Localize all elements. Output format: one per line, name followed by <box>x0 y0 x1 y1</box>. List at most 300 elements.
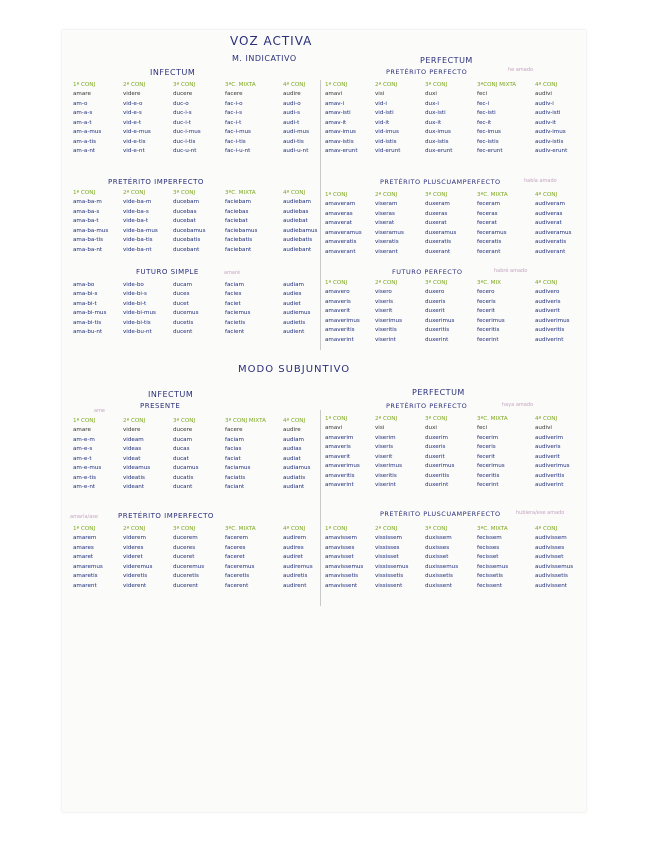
table-row <box>324 335 584 345</box>
conj-header-row-cell: 1ª CONJ <box>325 81 348 88</box>
table-row <box>324 452 584 462</box>
table-row <box>324 200 584 210</box>
table-row-cell: am-a-mus <box>73 129 102 136</box>
table-row-cell: audivissent <box>535 582 567 589</box>
conj-header-row-cell: 2ª CONJ <box>375 191 398 198</box>
sub-imperfecto-note: amaría/ase <box>70 514 98 520</box>
table-row-cell: amaverat <box>325 220 352 227</box>
table-row-cell: vid-istis <box>375 138 397 145</box>
table-row-cell: audiverit <box>535 308 560 315</box>
conj-header-row-cell: 3ª CONJ <box>173 417 196 424</box>
table-row-cell: amaverant <box>325 248 356 255</box>
lemma-row-cell: duxi <box>425 425 437 432</box>
table-row <box>72 280 332 290</box>
conj-header-row-cell: 4ª CONJ <box>535 279 558 286</box>
table-row-cell: duxerant <box>425 248 451 255</box>
table-row-cell: vide-ba-tis <box>123 237 153 244</box>
lemma-row-cell: visi <box>375 425 385 432</box>
table-row-cell: ama-bu-nt <box>73 329 103 336</box>
table-row-cell: audivisset <box>535 554 564 561</box>
table-row-cell: duxissetis <box>425 573 453 580</box>
conj-header-row-cell: 3ª CONJ <box>173 81 196 88</box>
table-row-cell: vississem <box>375 535 402 542</box>
sub-perfecto-table <box>324 414 584 490</box>
table-row-cell: vid-e-nt <box>123 148 145 155</box>
lemma-row-cell: audivi <box>535 91 552 98</box>
conj-header-row-cell: 1ª CONJ <box>73 525 96 532</box>
table-row-cell: duc-i-mus <box>173 129 201 136</box>
table-row-cell: feceratis <box>477 239 502 246</box>
table-row-cell: dux-isti <box>425 110 446 117</box>
table-row-cell: viseram <box>375 201 398 208</box>
table-row-cell: dux-i <box>425 100 439 107</box>
ind-imperfecto-label: PRETÉRITO IMPERFECTO <box>108 178 204 186</box>
table-row-cell: fecerim <box>477 434 499 441</box>
table-row <box>324 443 584 453</box>
table-row-cell: ama-ba-mus <box>73 227 109 234</box>
table-row-cell: videatis <box>123 474 145 481</box>
table-row-cell: amaveramus <box>325 229 362 236</box>
table-row-cell: ducas <box>173 446 190 453</box>
table-row-cell: dux-it <box>425 119 442 126</box>
table-row-cell: facietis <box>225 319 246 326</box>
table-row-cell: faciatis <box>225 474 246 481</box>
table-row-cell: duceret <box>173 554 195 561</box>
table-row <box>72 318 332 328</box>
table-row-cell: fec-imus <box>477 129 501 136</box>
table-row-cell: am-a-tis <box>73 138 97 145</box>
table-row-cell: audiam <box>283 281 304 288</box>
column-divider <box>320 80 321 350</box>
lemma-row-cell: videre <box>123 427 141 434</box>
table-row-cell: vid-isti <box>375 110 394 117</box>
table-row-cell: audiat <box>283 455 301 462</box>
conj-header-row <box>324 190 584 200</box>
table-row-cell: ama-bi-tis <box>73 319 102 326</box>
table-row-cell: visero <box>375 289 392 296</box>
ind-fut-perf-label: FUTURO PERFECTO <box>392 268 463 276</box>
table-row-cell: audiverit <box>535 453 560 460</box>
table-row-cell: audiveris <box>535 444 561 451</box>
table-row-cell: audiveratis <box>535 239 567 246</box>
table-row-cell: ducebamus <box>173 227 206 234</box>
table-row <box>324 99 584 109</box>
table-row-cell: viseris <box>375 444 393 451</box>
table-row-cell: amav-imus <box>325 129 356 136</box>
table-row <box>72 290 332 300</box>
table-row-cell: audi-s <box>283 110 301 117</box>
lemma-row-cell: videre <box>123 91 141 98</box>
table-row-cell: amaveris <box>325 444 351 451</box>
table-row-cell: amaverint <box>325 482 354 489</box>
table-row-cell: fecerat <box>477 220 497 227</box>
table-row-cell: duc-u-nt <box>173 148 197 155</box>
table-row-cell: amav-erunt <box>325 148 358 155</box>
table-row <box>72 245 332 255</box>
table-row <box>72 553 332 563</box>
table-row-cell: duxerim <box>425 434 448 441</box>
table-row <box>324 247 584 257</box>
table-row-cell: audiverat <box>535 220 562 227</box>
conj-header-row-cell: 3ª CONJ <box>425 525 448 532</box>
table-row-cell: faciet <box>225 300 241 307</box>
table-row <box>72 226 332 236</box>
table-row-cell: audiveras <box>535 210 563 217</box>
table-row-cell: audiret <box>283 554 303 561</box>
lemma-row-cell: amare <box>73 91 91 98</box>
table-row-cell: faceremus <box>225 563 255 570</box>
table-row-cell: audiretis <box>283 573 308 580</box>
table-row-cell: viseras <box>375 210 395 217</box>
table-row-cell: ama-bi-t <box>73 300 97 307</box>
table-row-cell: ducebas <box>173 208 197 215</box>
table-row-cell: vide-ba-t <box>123 218 149 225</box>
table-row-cell: faciemus <box>225 310 251 317</box>
conj-header-row <box>72 80 332 90</box>
table-row-cell: audiveritis <box>535 327 565 334</box>
table-row-cell: audiam <box>283 436 304 443</box>
table-row-cell: fac-i-u-nt <box>225 148 251 155</box>
conj-header-row-cell: 3ª CONJ <box>173 189 196 196</box>
table-row-cell: duc-o <box>173 100 189 107</box>
table-row-cell: duxisses <box>425 544 450 551</box>
ind-perf-preterito-label: PRETÉRITO PERFECTO <box>386 68 468 76</box>
ind-perfecto-table <box>324 80 584 156</box>
lemma-row-cell: amare <box>73 427 91 434</box>
table-row <box>324 534 584 544</box>
conj-header-row-cell: 2ª CONJ <box>375 279 398 286</box>
table-row-cell: vide-ba-s <box>123 208 149 215</box>
conj-header-row-cell: 4ª CONJ <box>283 417 306 424</box>
table-row-cell: fecero <box>477 289 495 296</box>
table-row-cell: duxeris <box>425 444 446 451</box>
table-row-cell: ducemus <box>173 310 199 317</box>
table-row-cell: fecerimus <box>477 317 505 324</box>
table-row-cell: vid-e-o <box>123 100 143 107</box>
table-row-cell: amavissem <box>325 535 357 542</box>
table-row-cell: fac-i-mus <box>225 129 251 136</box>
table-row-cell: fec-isti <box>477 110 496 117</box>
table-row <box>72 534 332 544</box>
table-row-cell: duceremus <box>173 563 205 570</box>
conj-header-row <box>324 80 584 90</box>
conj-header-row-cell: 2ª CONJ <box>123 417 146 424</box>
table-row-cell: audiveram <box>535 201 566 208</box>
table-row-cell: videam <box>123 436 144 443</box>
table-row-cell: amavissemus <box>325 563 364 570</box>
table-row <box>72 543 332 553</box>
table-row-cell: faciat <box>225 455 241 462</box>
table-row-cell: amaretis <box>73 573 98 580</box>
table-row-cell: duceres <box>173 544 196 551</box>
table-row-cell: audires <box>283 544 304 551</box>
table-row-cell: audi-o <box>283 100 301 107</box>
table-row <box>72 99 332 109</box>
table-row-cell: viseris <box>375 298 393 305</box>
table-row-cell: facias <box>225 446 242 453</box>
conj-header-row-cell: 3ªC. MIXTA <box>225 81 256 88</box>
table-row-cell: fecisses <box>477 544 500 551</box>
conj-header-row <box>72 416 332 426</box>
table-row <box>324 297 584 307</box>
conj-header-row-cell: 1ª CONJ <box>325 415 348 422</box>
table-row-cell: audivisses <box>535 544 565 551</box>
table-row-cell: audiebas <box>283 208 309 215</box>
table-row-cell: vid-imus <box>375 129 399 136</box>
table-row-cell: fec-erunt <box>477 148 503 155</box>
conj-header-row-cell: 2ª CONJ <box>375 81 398 88</box>
table-row-cell: audient <box>283 329 305 336</box>
table-row-cell: vide-bi-tis <box>123 319 151 326</box>
table-row-cell: faciebant <box>225 246 252 253</box>
conj-header-row-cell: 3ªCONJ MIXTA <box>477 81 517 88</box>
table-row <box>324 326 584 336</box>
table-row-cell: duc-i-t <box>173 119 191 126</box>
table-row-cell: ducam <box>173 436 193 443</box>
table-row-cell: viserint <box>375 482 396 489</box>
ind-plus-table <box>324 190 584 257</box>
table-row-cell: fecissem <box>477 535 502 542</box>
sub-imperfecto-label: PRETÉRITO IMPERFECTO <box>118 512 214 520</box>
table-row-cell: vide-ba-nt <box>123 246 152 253</box>
table-row-cell: fec-i <box>477 100 490 107</box>
table-row <box>324 462 584 472</box>
table-row <box>72 217 332 227</box>
lemma-row-cell: facere <box>225 91 243 98</box>
table-row-cell: amares <box>73 544 94 551</box>
table-row-cell: audiveramus <box>535 229 572 236</box>
ind-futuro-table <box>72 280 332 337</box>
table-row-cell: amav-i <box>325 100 345 107</box>
conj-header-row-cell: 4ª CONJ <box>283 525 306 532</box>
table-row-cell: vid-e-mus <box>123 129 151 136</box>
table-row-cell: audi-u-nt <box>283 148 309 155</box>
lemma-row-cell: audire <box>283 91 301 98</box>
table-row-cell: duxeritis <box>425 327 450 334</box>
table-row-cell: ama-ba-m <box>73 199 102 206</box>
column-divider <box>320 410 321 606</box>
ind-presente-table <box>72 80 332 156</box>
ind-futuro-note: amaré <box>224 270 241 276</box>
table-row-cell: vississetis <box>375 573 404 580</box>
table-row-cell: audiebam <box>283 199 311 206</box>
table-row-cell: am-e-nt <box>73 484 96 491</box>
table-row-cell: duxerimus <box>425 463 455 470</box>
table-row-cell: audivissemus <box>535 563 574 570</box>
table-row-cell: amav-it <box>325 119 347 126</box>
conj-header-row-cell: 1ª CONJ <box>73 81 96 88</box>
ind-plus-note: había amado <box>524 178 557 184</box>
table-row <box>72 109 332 119</box>
ind-futuro-perfecto-table <box>324 278 584 345</box>
table-row-cell: duc-i-tis <box>173 138 196 145</box>
table-row <box>324 543 584 553</box>
lemma-row-cell: amavi <box>325 425 343 432</box>
table-row-cell: amavissetis <box>325 573 359 580</box>
table-row-cell: facient <box>225 329 245 336</box>
table-row-cell: fecerant <box>477 248 501 255</box>
lemma-row-cell: visi <box>375 91 385 98</box>
table-row-cell: audi-mus <box>283 129 310 136</box>
conj-header-row-cell: 4ª CONJ <box>283 189 306 196</box>
table-row-cell: videas <box>123 446 142 453</box>
table-row-cell: vid-i <box>375 100 387 107</box>
table-row <box>72 309 332 319</box>
table-row-cell: videamus <box>123 465 151 472</box>
table-row-cell: duxeratis <box>425 239 452 246</box>
table-row-cell: duxeris <box>425 298 446 305</box>
table-row <box>324 238 584 248</box>
table-row <box>324 288 584 298</box>
table-row-cell: audiebatis <box>283 237 313 244</box>
table-row-cell: ama-ba-s <box>73 208 100 215</box>
table-row <box>72 328 332 338</box>
sub-plus-label: PRETÉRITO PLUSCUAMPERFECTO <box>380 510 501 518</box>
ind-perfectum-label: PERFECTUM <box>420 56 473 65</box>
table-row <box>324 109 584 119</box>
sub-plus-table <box>324 524 584 591</box>
lemma-row-cell: feci <box>477 425 488 432</box>
table-row-cell: viserint <box>375 336 396 343</box>
table-row-cell: vide-bo <box>123 281 144 288</box>
table-row-cell: viserim <box>375 434 396 441</box>
table-row <box>72 236 332 246</box>
table-row-cell: dux-erunt <box>425 148 453 155</box>
table-row <box>324 481 584 491</box>
table-row-cell: videremus <box>123 563 153 570</box>
table-row-cell: amaverit <box>325 308 351 315</box>
lemma-row <box>72 90 332 100</box>
table-row-cell: fecissemus <box>477 563 509 570</box>
table-row-cell: fecerint <box>477 336 499 343</box>
table-row <box>72 581 332 591</box>
table-row-cell: audiv-imus <box>535 129 566 136</box>
conj-header-row-cell: 2ª CONJ <box>123 189 146 196</box>
table-row-cell: am-e-t <box>73 455 92 462</box>
table-row-cell: viseritis <box>375 327 397 334</box>
table-row-cell: faciant <box>225 484 245 491</box>
conj-header-row-cell: 4ª CONJ <box>535 415 558 422</box>
table-row-cell: faciam <box>225 281 244 288</box>
table-row-cell: viseramus <box>375 229 404 236</box>
table-row-cell: ama-ba-nt <box>73 246 103 253</box>
table-row-cell: amavisset <box>325 554 354 561</box>
table-row <box>72 207 332 217</box>
ind-futuro-label: FUTURO SIMPLE <box>136 268 199 276</box>
table-row-cell: am-a-t <box>73 119 92 126</box>
lemma-row <box>72 426 332 436</box>
ind-imperfecto-table <box>72 188 332 255</box>
table-row-cell: ducamus <box>173 465 199 472</box>
table-row-cell: feceritis <box>477 327 500 334</box>
table-row-cell: duxeram <box>425 201 450 208</box>
table-row-cell: audivissetis <box>535 573 568 580</box>
table-row-cell: audiebamus <box>283 227 318 234</box>
table-row-cell: feceris <box>477 444 496 451</box>
table-row <box>72 464 332 474</box>
table-row-cell: amaveram <box>325 201 356 208</box>
lemma-row-cell: duxi <box>425 91 437 98</box>
table-row-cell: duxissem <box>425 535 452 542</box>
table-row-cell: ducat <box>173 455 189 462</box>
table-row-cell: fecerit <box>477 308 495 315</box>
ind-infectum-label: INFECTUM <box>150 68 196 77</box>
table-row-cell: amaveris <box>325 298 351 305</box>
table-row-cell: vide-bi-t <box>123 300 147 307</box>
table-row <box>324 562 584 572</box>
conj-header-row-cell: 3ªC. MIXTA <box>477 191 508 198</box>
table-row-cell: vississet <box>375 554 399 561</box>
sub-perfectum-label: PERFECTUM <box>412 388 465 397</box>
table-row-cell: audiveris <box>535 298 561 305</box>
table-row-cell: audiemus <box>283 310 311 317</box>
table-row-cell: vide-ba-mus <box>123 227 158 234</box>
table-row <box>72 572 332 582</box>
table-row-cell: faciam <box>225 436 244 443</box>
table-row-cell: fac-i-o <box>225 100 243 107</box>
table-row-cell: fec-istis <box>477 138 499 145</box>
conj-header-row-cell: 3ªC. MIXTA <box>477 415 508 422</box>
table-row-cell: audiant <box>283 484 305 491</box>
table-row-cell: dux-istis <box>425 138 449 145</box>
table-row <box>324 433 584 443</box>
table-row-cell: viserat <box>375 220 395 227</box>
table-row-cell: ducent <box>173 329 193 336</box>
ind-plus-label: PRETÉRITO PLUSCUAMPERFECTO <box>380 178 501 186</box>
table-row-cell: vid-e-s <box>123 110 142 117</box>
table-row-cell: facies <box>225 291 242 298</box>
table-row-cell: audi-t <box>283 119 300 126</box>
table-row-cell: amaverim <box>325 434 354 441</box>
table-row-cell: duxeramus <box>425 229 457 236</box>
table-row-cell: amaverimus <box>325 463 360 470</box>
table-row-cell: amav-istis <box>325 138 354 145</box>
table-row-cell: feceritis <box>477 472 500 479</box>
table-row-cell: amavisses <box>325 544 355 551</box>
table-row <box>72 562 332 572</box>
conj-header-row-cell: 2ª CONJ <box>123 81 146 88</box>
table-row-cell: audirent <box>283 582 307 589</box>
lemma-row <box>324 424 584 434</box>
conj-header-row-cell: 3ª CONJ <box>425 415 448 422</box>
table-row-cell: ama-bi-mus <box>73 310 107 317</box>
table-row-cell: duxerimus <box>425 317 455 324</box>
table-row-cell: faciebatis <box>225 237 253 244</box>
table-row-cell: amaveritis <box>325 327 355 334</box>
table-row-cell: ducam <box>173 281 193 288</box>
table-row-cell: amarem <box>73 535 97 542</box>
table-row-cell: audiv-istis <box>535 138 564 145</box>
table-row-cell: vid-erunt <box>375 148 401 155</box>
table-row <box>324 228 584 238</box>
table-row <box>324 307 584 317</box>
table-row-cell: faceretis <box>225 573 250 580</box>
ind-perf-preterito-note: he amado <box>508 67 534 73</box>
subjuntivo-title: MODO SUBJUNTIVO <box>238 364 351 375</box>
table-row-cell: duceretis <box>173 573 199 580</box>
table-row-cell: ducerent <box>173 582 198 589</box>
table-row <box>324 137 584 147</box>
table-row-cell: audiv-isti <box>535 110 561 117</box>
lemma-row-cell: ducere <box>173 427 193 434</box>
page-heading: VOZ ACTIVA <box>230 34 313 48</box>
table-row-cell: vississes <box>375 544 400 551</box>
table-row <box>324 553 584 563</box>
table-row <box>324 128 584 138</box>
sub-presente-note: ame <box>94 408 106 414</box>
table-row-cell: ducant <box>173 484 193 491</box>
table-row-cell: am-e-tis <box>73 474 97 481</box>
